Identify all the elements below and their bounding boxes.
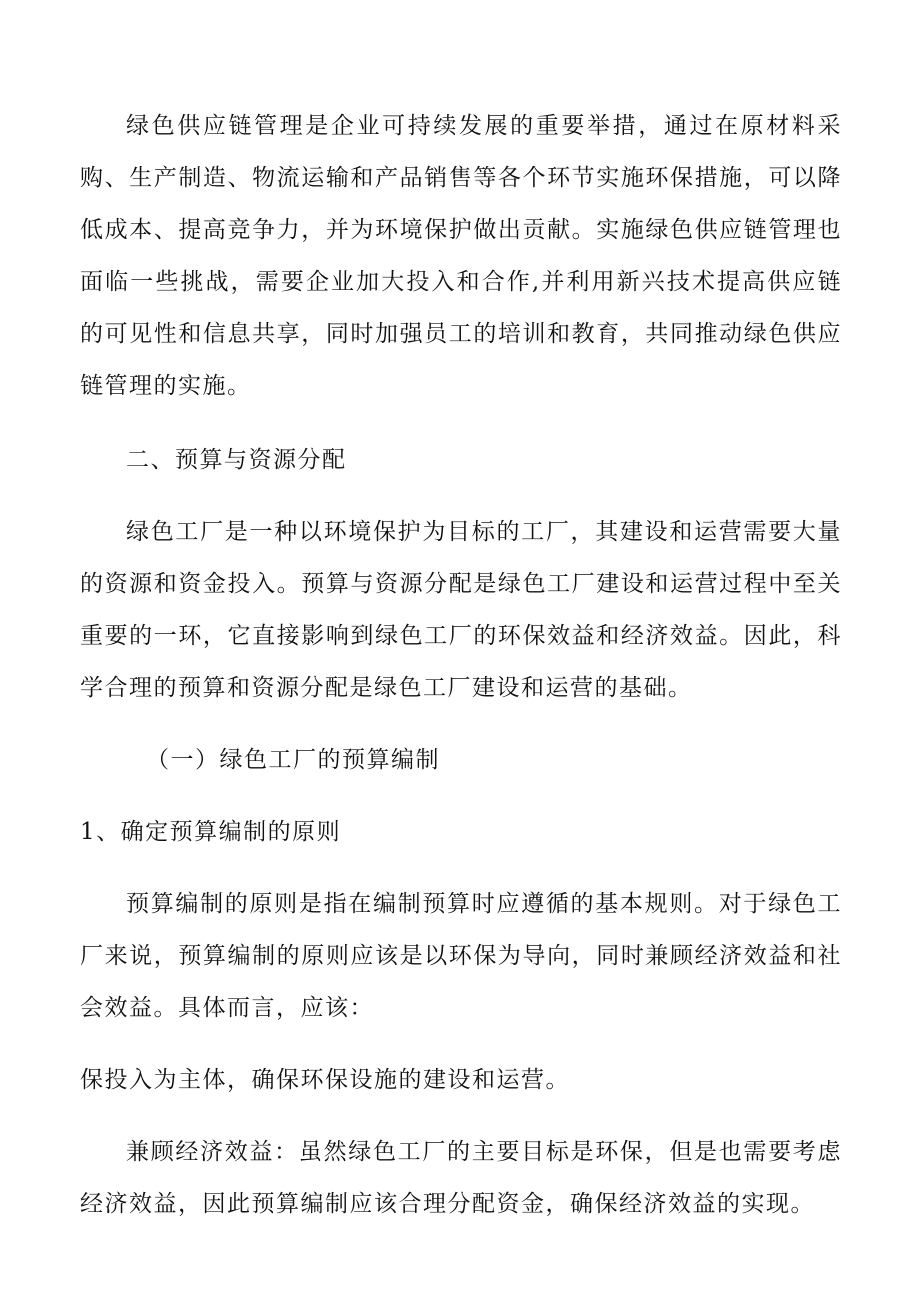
paragraph-principles: 预算编制的原则是指在编制预算时应遵循的基本规则。对于绿色工厂来说，预算编制的原则应该是以环保为导向，同时兼顾经济效益和社会效益。具体而言，应该： [80, 891, 842, 1021]
paragraph-green-factory: 绿色工厂是一种以环境保护为目标的工厂，其建设和运营需要大量的资源和资金投入。预算与资源分配是绿色工厂建设和运营过程中至关重要的一环，它直接影响到绿色工厂的环保效益和经济效益。因此，科学合理的预算和资源分配是绿色工厂建设和运营的基础。 [80, 519, 842, 701]
document-body [80, 100, 842, 1230]
paragraph-green-supply-chain: 绿色供应链管理是企业可持续发展的重要举措，通过在原材料采购、生产制造、物流运输和产品销售等各个环节实施环保措施，可以降低成本、提高竞争力，并为环境保护做出贡献。实施绿色供应链管理也面临一些挑战，需要企业加大投入和合作,并利用新兴技术提高供应链的可见性和信息共享，同时加强员工的培训和教育，共同推动绿色供应链管理的实施。 [80, 113, 842, 399]
section-heading-budget: 二、预算与资源分配 [126, 447, 347, 473]
item-heading-principles: 1、确定预算编制的原则 [80, 819, 342, 845]
sub-heading-budget-compilation: （一）绿色工厂的预算编制 [146, 747, 440, 773]
paragraph-investment: 保投入为主体，确保环保设施的建设和运营。 [80, 1067, 570, 1093]
paragraph-economic-benefit: 兼顾经济效益：虽然绿色工厂的主要目标是环保，但是也需要考虑经济效益，因此预算编制应该合理分配资金，确保经济效益的实现。 [80, 1139, 842, 1217]
